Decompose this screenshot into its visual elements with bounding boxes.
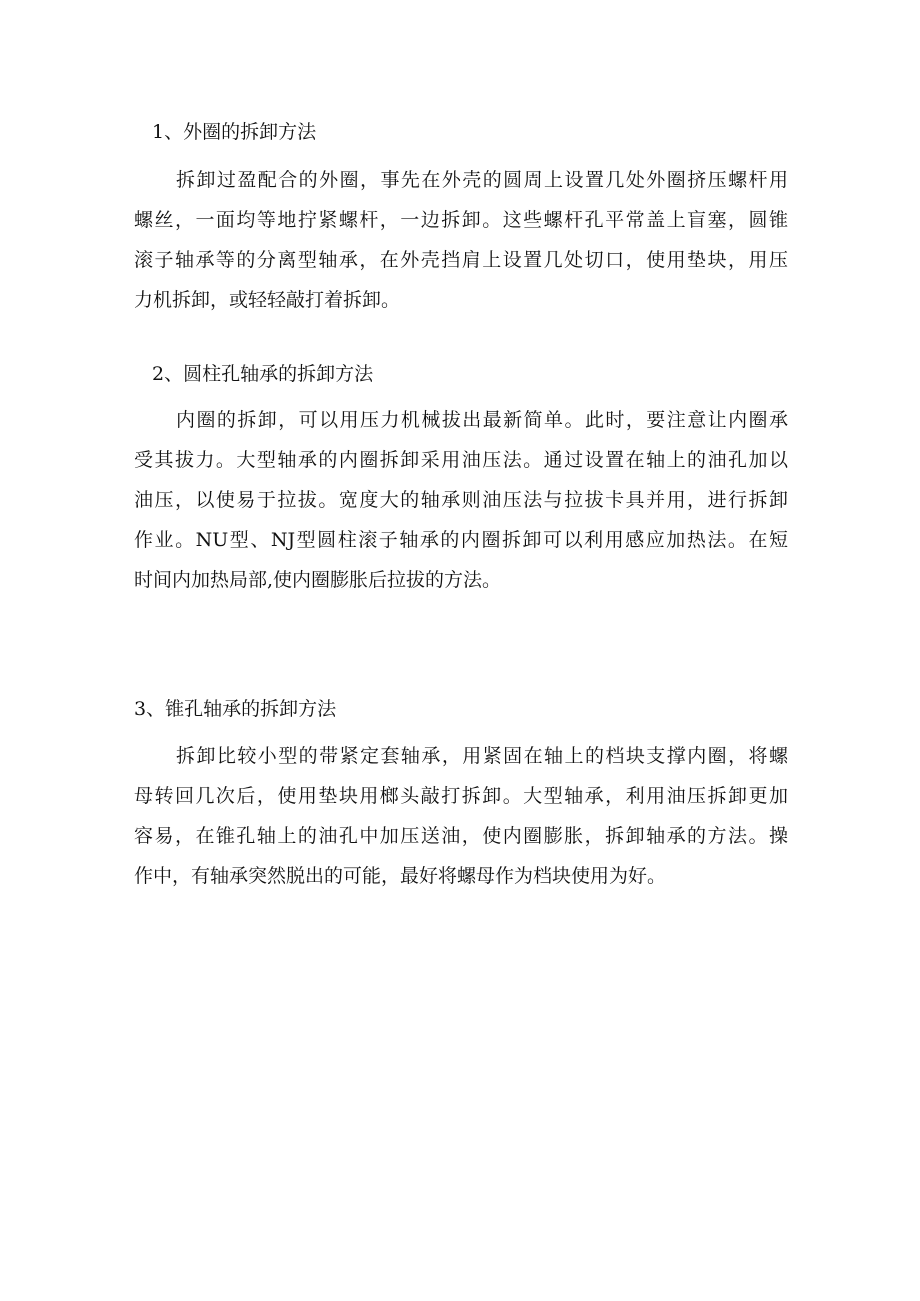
paragraph-line: 螺丝，一面均等地拧紧螺杆，一边拆卸。这些螺杆孔平常盖上盲塞，圆锥 (134, 209, 788, 231)
paragraph-line: 作业。NU型、NJ型圆柱滚子轴承的内圈拆卸可以利用感应加热法。在短 (134, 529, 788, 551)
section-3-paragraph (134, 736, 788, 896)
paragraph-line: 油压，以使易于拉拔。宽度大的轴承则油压法与拉拔卡具并用，进行拆卸 (134, 489, 788, 511)
paragraph-line: 母转回几次后，使用垫块用榔头敲打拆卸。大型轴承，利用油压拆卸更加 (134, 785, 788, 807)
section-1-heading: 1、外圈的拆卸方法 (152, 121, 317, 143)
paragraph-line: 拆卸过盈配合的外圈，事先在外壳的圆周上设置几处外圈挤压螺杆用 (176, 169, 788, 191)
section-2-heading: 2、圆柱孔轴承的拆卸方法 (152, 363, 374, 385)
section-2-paragraph (134, 400, 788, 600)
paragraph-line: 力机拆卸，或轻轻敲打着拆卸。 (134, 289, 401, 311)
paragraph-line: 时间内加热局部,使内圈膨胀后拉拔的方法。 (134, 569, 502, 591)
section-1-paragraph (134, 160, 788, 320)
paragraph-line: 作中，有轴承突然脱出的可能，最好将螺母作为档块使用为好。 (134, 865, 667, 887)
paragraph-line: 内圈的拆卸，可以用压力机械拔出最新简单。此时，要注意让内圈承 (176, 409, 788, 431)
paragraph-line: 容易，在锥孔轴上的油孔中加压送油，使内圈膨胀，拆卸轴承的方法。操 (134, 825, 788, 847)
section-3-heading: 3、锥孔轴承的拆卸方法 (134, 698, 337, 720)
paragraph-line: 滚子轴承等的分离型轴承，在外壳挡肩上设置几处切口，使用垫块，用压 (134, 249, 788, 271)
paragraph-line: 拆卸比较小型的带紧定套轴承，用紧固在轴上的档块支撑内圈，将螺 (176, 745, 788, 767)
paragraph-line: 受其拔力。大型轴承的内圈拆卸采用油压法。通过设置在轴上的油孔加以 (134, 449, 788, 471)
